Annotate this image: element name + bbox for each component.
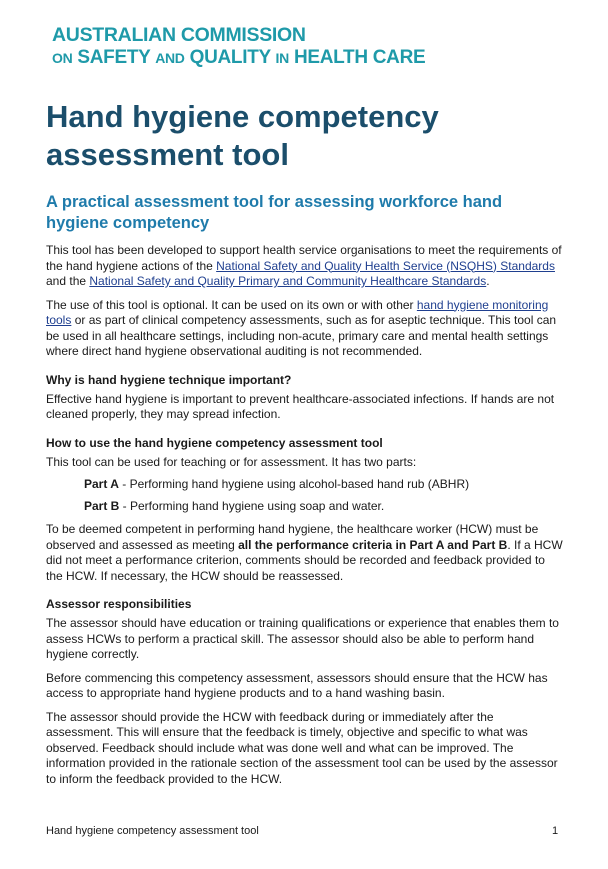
how-paragraph: This tool can be used for teaching or for assessment. It has two parts: [46, 454, 417, 469]
intro-text-1b: and the [46, 274, 90, 288]
why-heading: Why is hand hygiene technique important? [46, 372, 292, 387]
logo-line-2 [52, 48, 425, 67]
competency-criteria-bold: all the performance criteria in Part A and Part B [238, 537, 508, 552]
logo-word-and: AND [155, 49, 185, 66]
intro-paragraph-1 [46, 243, 564, 290]
logo-word-health-care: HEALTH CARE [293, 46, 426, 68]
part-b-item [84, 499, 564, 514]
page-title: Hand hygiene competency assessment tool [46, 99, 439, 173]
footer-title: Hand hygiene competency assessment tool [46, 825, 259, 837]
logo-word-on: ON [52, 49, 73, 66]
logo-line-1: AUSTRALIAN COMMISSION [52, 24, 306, 46]
assessor-paragraph-1: The assessor should have education or training qualifications or experience that enables them to assess HCWs to perform a practical skill. The assessor should also be able to perform hand hygiene correctly. [46, 616, 559, 661]
assessor-heading: Assessor responsibilities [46, 597, 192, 611]
competency-paragraph [46, 522, 564, 584]
part-a-label: Part A [84, 477, 119, 491]
part-a-text: - Performing hand hygiene using alcohol-based hand rub (ABHR) [118, 477, 470, 491]
intro-text-1c: . [486, 274, 490, 288]
commission-logo [52, 26, 425, 67]
assessor-paragraph-3: The assessor should provide the HCW with feedback during or immediately after the assessment. This will ensure that the feedback is timely, objective and specific to what was observed. Feedback should include what was done well and what can be improved. The information provided in the rationale section of the assessment tool can be used by the assessor to inform the feedback provided to the HCW. [46, 709, 558, 786]
competency-text-a: To be deemed competent in performing hand hygiene, the healthcare worker (HCW) must be observed and assessed as meeting [46, 522, 539, 552]
part-b-text: - Performing hand hygiene using soap and water. [119, 499, 385, 513]
how-heading: How to use the hand hygiene competency assessment tool [46, 435, 383, 450]
part-a-item [84, 477, 564, 492]
why-paragraph: Effective hand hygiene is important to prevent healthcare-associated infections. If hands are not cleaned properly, they may spread infection. [46, 391, 555, 421]
intro-text-1a: This tool has been developed to support health service organisations to meet the requirements of the hand hygiene actions of the [46, 243, 562, 273]
logo-word-safety: SAFETY [77, 46, 151, 68]
footer-page-number: 1 [552, 825, 559, 837]
primary-community-standards-link[interactable]: National Safety and Quality Primary and Community Healthcare Standards [89, 274, 487, 288]
intro-text-2a: The use of this tool is optional. It can be used on its own or with other [46, 297, 417, 312]
intro-paragraph-2 [46, 298, 564, 360]
monitoring-tools-link[interactable]: hand hygiene monitoring tools [46, 297, 549, 327]
logo-word-quality: QUALITY [189, 46, 271, 68]
logo-word-in: IN [275, 49, 289, 66]
body-content [46, 243, 564, 787]
intro-text-2b: or as part of clinical competency assessments, such as for aseptic technique. This tool can be used in all healthcare settings, including non-acute, primary care and mental health settings where direct hand hygiene observational auditing is not recommended. [46, 313, 557, 358]
competency-text-b: . If a HCW did not meet a performance criterion, comments should be recorded and feedback provided to the HCW. If necessary, the HCW should be reassessed. [46, 537, 563, 583]
page-subtitle: A practical assessment tool for assessing workforce hand hygiene competency [46, 193, 503, 233]
part-b-label: Part B [84, 499, 120, 513]
assessor-paragraph-2: Before commencing this competency assessment, assessors should ensure that the HCW has access to appropriate hand hygiene products and to a hand washing basin. [46, 670, 548, 700]
nsqhs-standards-link[interactable]: National Safety and Quality Health Service (NSQHS) Standards [216, 258, 555, 273]
